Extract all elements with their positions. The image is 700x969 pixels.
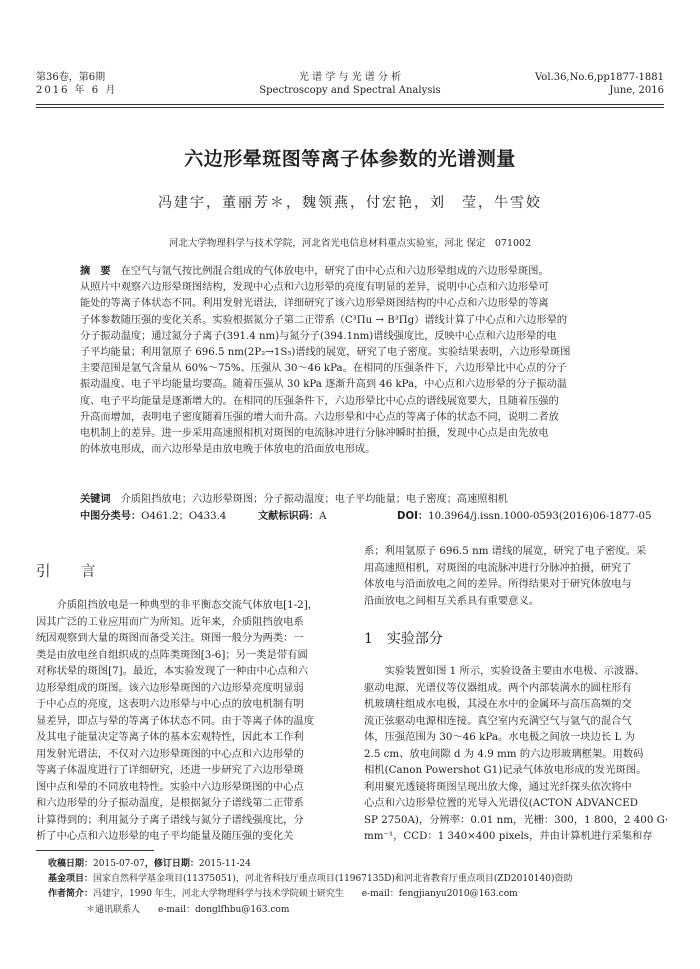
section1-line: 体，压强范围为 30～46 kPa。水电极之间放一块边长 L 为 [364, 731, 635, 743]
right-column-top [364, 543, 666, 609]
section1-line: 实验装置如图 1 所示，实验设备主要由水电极、示波器、 [384, 665, 645, 677]
section1-line: 2.5 cm、放电间隙 d 为 4.9 mm 的六边形玻璃框架。用数码 [364, 747, 644, 760]
intro-line: 图中点和晕的不同放电特性。实验中六边形晕斑图的中心点 [36, 780, 304, 793]
received-dates [48, 857, 251, 871]
section1-line: mm⁻¹，CCD：1 340×400 pixels，并由计算机进行采集和存 [364, 830, 653, 842]
abstract-line: 能处的等离子体状态不同。利用发射光谱法，详细研究了该六边形晕斑图结构的中心点和六边形晕的等离 [80, 298, 549, 310]
header-volume-en: Vol.36,No.6,pp1877-1881 [535, 72, 664, 83]
intro-line: 介质阻挡放电是一种典型的非平衡态交流气体放电[1-2]， [56, 599, 319, 611]
author-list: 冯建宇，董丽芳＊，魏领燕，付宏艳，刘 莹，牛雪姣 [158, 195, 542, 211]
intro-line: 统因观察到大量的斑图而备受关注。斑图一般分为两类：一 [36, 632, 304, 644]
author-note [48, 887, 518, 901]
header-journal-cn: 光 谱 学 与 光 谱 分 析 [298, 72, 402, 83]
doi [397, 509, 652, 525]
classification-line [80, 509, 226, 525]
right-line: 体放电与沿面放电之间的差异。所得结果对于研究体放电与 [364, 578, 632, 590]
abstract-line: 子平均能量；利用氩原子 696.5 nm(2P₂→1S₅)谱线的展宽，研究了电子密度。实验结果表明，六边形晕斑图 [80, 347, 571, 359]
received-date: 2015-07-07 [93, 859, 145, 869]
doc-label: 文献标识码： [258, 511, 320, 522]
revised-date: 2015-11-24 [198, 859, 251, 869]
section1-line: 相机(Canon Powershot G1)记录气体放电形成的发光斑图。 [364, 764, 647, 776]
right-line: 沿面放电之间相互关系具有重要意义。 [364, 594, 540, 607]
abstract-label: 摘 要 [80, 266, 111, 277]
keywords [80, 492, 508, 508]
doi-value: 10.3964/j.issn.1000-0593(2016)06-1877-05 [428, 511, 652, 522]
fund-text: 国家自然科学基金项目(11375051)，河北省科技厅重点项目(11967135D)和河北省教育厅重点项目(ZD2010140)资助 [93, 874, 573, 884]
clc-value: O461.2；O433.4 [141, 511, 227, 522]
header-date-cn: 2016 年 6 月 [36, 85, 118, 96]
affiliation: 河北大学物理科学与技术学院，河北省光电信息材料重点实验室，河北 保定 071002 [168, 238, 532, 249]
footnote-rule [36, 850, 154, 851]
abstract-line: 度、电子平均能量是逐渐增大的。在相同的压强条件下，六边形晕比中心点的谱线展宽要大，且随着压强的 [80, 395, 559, 407]
fund-note [48, 872, 572, 886]
section1-line: 心点和六边形晕位置的光导入光谱仪(ACTON ADVANCED [364, 797, 639, 809]
abstract-line: 从照片中观察六边形晕斑图结构，发现中心点和六边形晕的亮度有明显的差异，说明中心点和六边形晕可 [80, 282, 549, 294]
header-date-en: June, 2016 [609, 85, 664, 96]
header-rule [36, 104, 664, 105]
revised-label: ，修订日期： [144, 859, 199, 869]
section1-line: 利用聚光透镜将斑图呈现出放大像，通过光纤探头依次将中 [364, 780, 632, 793]
received-label: 收稿日期： [48, 859, 94, 869]
intro-line: 及其电子能量决定等离子体的基本宏观特性，因此本工作利 [36, 731, 304, 743]
right-line: 系；利用氩原子 696.5 nm 谱线的展宽，研究了电子密度。采 [364, 545, 647, 557]
abstract-line: 主要范围是氩气含量从 60%～75%、压强从 30～46 kPa。在相同的压强条件下，六边形晕比中心点的分子 [80, 363, 567, 375]
abstract-line: 振动温度、电子平均能量均要高。随着压强从 30 kPa 逐渐升高到 46 kPa，中心点和六边形晕的分子振动温 [80, 379, 567, 391]
intro-line: 计算得到的；利用氮分子离子谱线与氮分子谱线强度比，分 [36, 813, 304, 826]
keywords-label: 关键词 [80, 494, 111, 505]
author-note-label: 作者简介： [48, 889, 94, 899]
header-volume-cn: 第36卷，第6期 [36, 72, 106, 83]
section1-body [364, 663, 669, 845]
right-line: 用高速照相机，对斑图的电流脉冲进行分脉冲拍摄，研究了 [364, 561, 632, 574]
intro-line: 于中心点的亮度，这表明六边形晕与中心点的放电机制有明 [36, 698, 304, 710]
intro-line: 和六边形晕的分子振动温度，是根据氮分子谱线第二正带系 [36, 797, 304, 809]
section1-line: 机玻璃柱组成水电极，其浸在水中的金属环与高压高频的交 [364, 698, 632, 710]
section1-line: 流正弦驱动电源相连接。真空室内充满空气与氩气的混合气 [364, 714, 632, 727]
header-rule-thin [36, 107, 664, 108]
intro-line: 对称状晕的斑图[7]。最近，本实验发现了一种由中心点和六 [36, 665, 309, 677]
corresponding-author: ＊通讯联系人 e-mail：donglfhbu@163.com [86, 905, 290, 915]
intro-line: 析了中心点和六边形晕的电子平均能量及随压强的变化关 [36, 830, 294, 842]
clc-label: 中图分类号： [80, 511, 142, 522]
intro-line: 类是由放电丝自组织成的点阵类斑图[3-6]；另一类是带有圆 [36, 648, 308, 661]
abstract-line: 子体参数随压强的变化关系。实验根据氮分子第二正带系（C³Πu → B³Πg）谱线计算了中心点和六边形晕的 [80, 314, 567, 326]
abstract-line: 升高而增加，表明电子密度随着压强的增大而升高。六边形晕和中心点的等离子体的状态不同，说明二者放 [80, 411, 559, 423]
section1-heading: 1 实验部分 [364, 631, 443, 647]
intro-line: 显差异，即点与晕的等离子体状态不同。由于等离子体的温度 [36, 714, 315, 727]
author-note-text: 冯建宇，1990 年生，河北大学物理科学与技术学院硕士研究生 e-mail：fengjianyu2010@163.com [93, 889, 518, 899]
abstract-line: 分子振动温度；通过氮分子离子(391.4 nm)与氮分子(394.1nm)谱线强度比，反映中心点和六边形晕的电 [80, 330, 557, 342]
section1-line: SP 2750A)，分辨率：0.01 nm，光栅：300，1 800，2 400 G· [364, 813, 669, 826]
intro-line: 等离子体温度进行了详细研究，还进一步研究了六边形晕斑 [36, 764, 304, 776]
intro-heading: 引 言 [36, 564, 104, 580]
paper-title: 六边形晕斑图等离子体参数的光谱测量 [184, 148, 516, 170]
abstract-line: 电机制上的差异。进一步采用高速照相机对斑图的电流脉冲进行分脉冲瞬时拍摄，发现中心点是由先放电 [80, 428, 549, 440]
fund-label: 基金项目： [48, 874, 94, 884]
doi-label: DOI： [397, 511, 429, 522]
section1-line: 驱动电源、光谱仪等仪器组成。两个内部装满水的圆柱形有 [364, 681, 632, 694]
abstract [80, 264, 620, 458]
intro-line: 因其广泛的工业应用而广为所知。近年来，介质阻挡放电系 [36, 615, 304, 628]
intro-body [36, 597, 338, 845]
doc-value: A [319, 511, 327, 522]
header-journal-en: Spectroscopy and Spectral Analysis [259, 85, 441, 96]
keywords-text: 介质阻挡放电；六边形晕斑图；分子振动温度；电子平均能量；电子密度；高速照相机 [120, 494, 508, 505]
document-code [258, 509, 326, 525]
abstract-line: 的体放电形成，而六边形晕是由放电晚于体放电的沿面放电形成。 [80, 444, 376, 456]
intro-line: 用发射光谱法，不仅对六边形晕斑图的中心点和六边形晕的 [36, 747, 304, 760]
intro-line: 边形晕组成的斑图。该六边形晕斑图的六边形晕亮度明显弱 [36, 681, 304, 694]
abstract-line: 在空气与氩气按比例混合组成的气体放电中，研究了由中心点和六边形晕组成的六边形晕斑图。 [120, 266, 549, 277]
